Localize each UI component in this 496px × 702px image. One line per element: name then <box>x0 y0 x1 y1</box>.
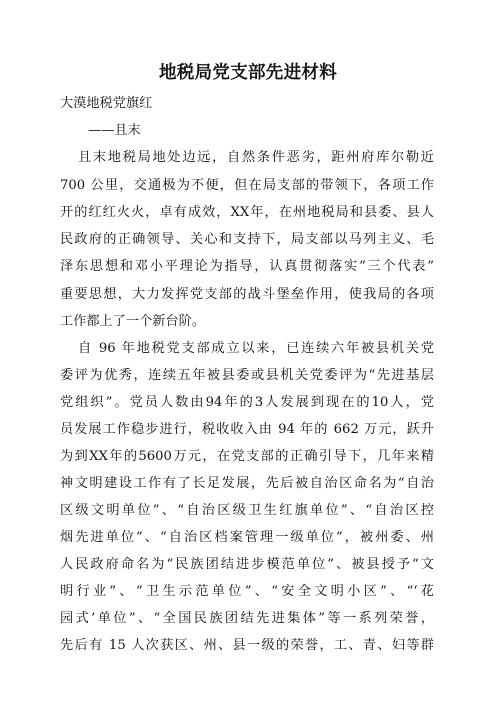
paragraph-line: 委评为优秀，连续五年被县委或县机关党委评为“先进基层 <box>60 368 434 383</box>
paragraph-line: 员发展工作稳步进行，税收收入由 94 年的 662 万元，跃升 <box>60 422 434 437</box>
paragraph-line: 重要思想，大力发挥党支部的战斗堡垒作用，使我局的各项 <box>60 287 434 302</box>
paragraph-line: 开的红红火火，卓有成效，XX年，在州地税局和县委、县人 <box>60 205 434 220</box>
paragraph-line: 人民政府命名为“民族团结进步模范单位”、被县授予“文 <box>60 557 434 572</box>
document-author: ——且末 <box>88 123 141 138</box>
paragraph-line: 且末地税局地处边远，自然条件恶劣，距州府库尔勒近 <box>78 150 434 165</box>
paragraph-line: 工作都上了一个新台阶。 <box>60 314 206 329</box>
paragraph-line: 党组织”。党员人数由94年的3人发展到现在的10人，党 <box>60 395 434 410</box>
paragraph-line: 神文明建设工作有了长足发展，先后被自治区命名为“自治 <box>60 476 434 491</box>
paragraph-line: 明行业”、“卫生示范单位”、“安全文明小区”、“‘花 <box>60 584 434 599</box>
document-title: 地税局党支部先进材料 <box>159 63 337 83</box>
paragraph-line: 区级文明单位”、“自治区级卫生红旗单位”、“自治区控 <box>60 503 434 518</box>
paragraph-line: 泽东思想和邓小平理论为指导，认真贯彻落实“三个代表” <box>60 259 434 274</box>
paragraph-line: 700 公里，交通极为不便，但在局支部的带领下，各项工作 <box>60 178 434 193</box>
paragraph-line: 自 96 年地税党支部成立以来，已连续六年被县机关党 <box>78 341 434 356</box>
paragraph-line: 为到XX年的5600万元，在党支部的正确引导下，几年来精 <box>60 449 434 464</box>
document-subtitle: 大漠地税党旗红 <box>60 96 153 111</box>
paragraph-line: 先后有 15 人次获区、州、县一级的荣誉，工、青、妇等群 <box>60 638 434 653</box>
paragraph-line: 民政府的正确领导、关心和支持下，局支部以马列主义、毛 <box>60 232 434 247</box>
paragraph-line: 园式’单位”、“全国民族团结先进集体”等一系列荣誉， <box>60 611 434 626</box>
paragraph-line: 烟先进单位”、“自治区档案管理一级单位”，被州委、州 <box>60 530 434 545</box>
